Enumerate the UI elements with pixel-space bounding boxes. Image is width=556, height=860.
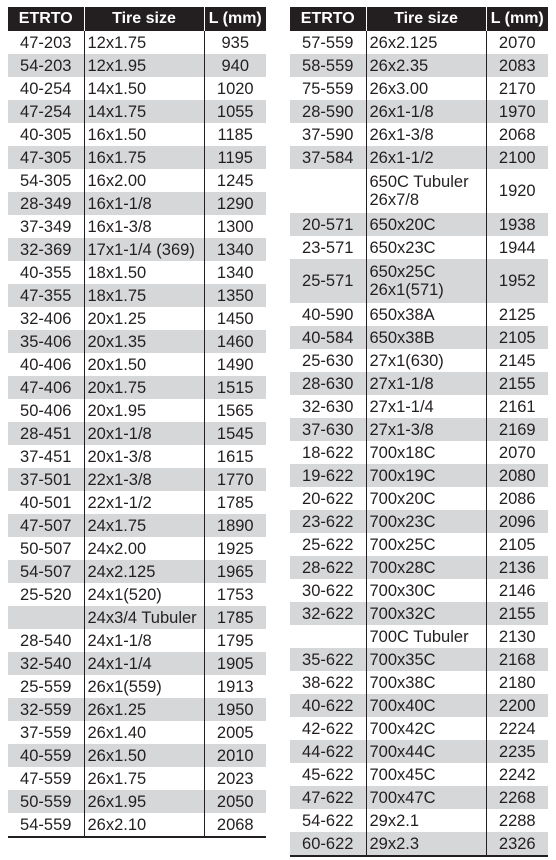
table-row — [8, 422, 266, 445]
table-row — [290, 418, 548, 441]
cell-length: 1245 — [204, 169, 266, 192]
cell-tire-size: 22x1-3/8 — [84, 468, 204, 491]
cell-length: 1925 — [204, 537, 266, 560]
table-row — [290, 533, 548, 556]
header-etrto: ETRTO — [290, 7, 366, 31]
table-body-left — [8, 31, 266, 837]
cell-length: 2096 — [486, 510, 548, 533]
table-row — [8, 813, 266, 837]
cell-tire-size: 700x23C — [366, 510, 486, 533]
cell-etrto: 32-622 — [290, 602, 366, 625]
table-row — [8, 445, 266, 468]
cell-etrto: 32-406 — [8, 307, 84, 330]
cell-length: 1965 — [204, 560, 266, 583]
table-row — [290, 556, 548, 579]
cell-length: 1950 — [204, 698, 266, 721]
cell-length: 2068 — [204, 813, 266, 837]
table-row — [8, 583, 266, 606]
cell-tire-size: 26x1(559) — [84, 675, 204, 698]
cell-etrto: 40-501 — [8, 491, 84, 514]
table-row — [290, 395, 548, 418]
cell-etrto: 28-590 — [290, 100, 366, 123]
table-row — [290, 464, 548, 487]
table-row — [8, 652, 266, 675]
cell-length: 2169 — [486, 418, 548, 441]
cell-tire-size: 16x1-1/8 — [84, 192, 204, 215]
cell-length: 1460 — [204, 330, 266, 353]
table-row — [290, 31, 548, 54]
table-row — [8, 629, 266, 652]
header-length: L (mm) — [204, 7, 266, 31]
cell-etrto: 42-622 — [290, 717, 366, 740]
tire-table-right — [290, 7, 548, 857]
tire-table-left — [8, 7, 266, 838]
cell-etrto: 32-559 — [8, 698, 84, 721]
cell-etrto: 28-630 — [290, 372, 366, 395]
cell-length: 2070 — [486, 31, 548, 54]
cell-length: 1055 — [204, 100, 266, 123]
cell-etrto: 47-305 — [8, 146, 84, 169]
table-row — [8, 261, 266, 284]
cell-tire-size: 20x1.50 — [84, 353, 204, 376]
cell-tire-size: 700x19C — [366, 464, 486, 487]
table-row — [8, 514, 266, 537]
cell-tire-size: 26x2.125 — [366, 31, 486, 54]
cell-length: 1920 — [486, 169, 548, 213]
cell-tire-size: 20x1.95 — [84, 399, 204, 422]
cell-etrto: 37-559 — [8, 721, 84, 744]
cell-tire-size: 650x20C — [366, 213, 486, 236]
table-row — [8, 491, 266, 514]
cell-tire-size: 26x2.35 — [366, 54, 486, 77]
cell-length: 2023 — [204, 767, 266, 790]
table-row — [8, 77, 266, 100]
table-row — [290, 213, 548, 236]
cell-tire-size: 24x2.125 — [84, 560, 204, 583]
table-row — [290, 694, 548, 717]
cell-tire-size: 24x1-1/8 — [84, 629, 204, 652]
cell-tire-size: 20x1-3/8 — [84, 445, 204, 468]
cell-tire-size: 700x47C — [366, 786, 486, 809]
table-row — [290, 372, 548, 395]
cell-etrto: 28-349 — [8, 192, 84, 215]
cell-length: 1490 — [204, 353, 266, 376]
cell-tire-size: 16x1.75 — [84, 146, 204, 169]
cell-tire-size: 700x44C — [366, 740, 486, 763]
cell-etrto: 54-507 — [8, 560, 84, 583]
table-row — [8, 123, 266, 146]
table-row — [8, 560, 266, 583]
cell-tire-size: 700x18C — [366, 441, 486, 464]
cell-tire-size: 650x38A — [366, 303, 486, 326]
cell-etrto: 40-305 — [8, 123, 84, 146]
cell-etrto: 28-451 — [8, 422, 84, 445]
cell-tire-size: 26x1-1/2 — [366, 146, 486, 169]
cell-tire-size: 24x1.75 — [84, 514, 204, 537]
table-row — [8, 675, 266, 698]
cell-length: 2050 — [204, 790, 266, 813]
cell-etrto: 37-630 — [290, 418, 366, 441]
cell-length: 2136 — [486, 556, 548, 579]
table-row — [8, 192, 266, 215]
cell-length: 2146 — [486, 579, 548, 602]
table-row — [290, 123, 548, 146]
cell-length: 1350 — [204, 284, 266, 307]
cell-tire-size: 26x1-1/8 — [366, 100, 486, 123]
cell-length: 1785 — [204, 491, 266, 514]
cell-length: 1450 — [204, 307, 266, 330]
cell-etrto: 47-355 — [8, 284, 84, 307]
cell-tire-size: 24x2.00 — [84, 537, 204, 560]
cell-tire-size: 20x1-1/8 — [84, 422, 204, 445]
cell-etrto: 38-622 — [290, 671, 366, 694]
cell-length: 1795 — [204, 629, 266, 652]
table-row — [8, 468, 266, 491]
table-row — [290, 259, 548, 303]
cell-etrto — [8, 606, 84, 629]
table-row — [290, 236, 548, 259]
cell-tire-size: 26x1.25 — [84, 698, 204, 721]
table-row — [8, 31, 266, 54]
cell-length: 2068 — [486, 123, 548, 146]
cell-length: 1913 — [204, 675, 266, 698]
cell-length: 2224 — [486, 717, 548, 740]
cell-length: 2326 — [486, 832, 548, 856]
cell-etrto: 54-305 — [8, 169, 84, 192]
cell-etrto: 18-622 — [290, 441, 366, 464]
cell-etrto: 37-590 — [290, 123, 366, 146]
cell-length: 1785 — [204, 606, 266, 629]
table-row — [8, 238, 266, 261]
cell-tire-size: 27x1-1/4 — [366, 395, 486, 418]
cell-tire-size: 700x38C — [366, 671, 486, 694]
cell-length: 1970 — [486, 100, 548, 123]
cell-tire-size: 18x1.50 — [84, 261, 204, 284]
cell-etrto: 23-622 — [290, 510, 366, 533]
cell-length: 1890 — [204, 514, 266, 537]
cell-etrto: 20-571 — [290, 213, 366, 236]
cell-etrto: 47-406 — [8, 376, 84, 399]
cell-etrto: 40-584 — [290, 326, 366, 349]
cell-length: 2170 — [486, 77, 548, 100]
cell-tire-size: 20x1.35 — [84, 330, 204, 353]
cell-tire-size: 27x1(630) — [366, 349, 486, 372]
cell-length: 2010 — [204, 744, 266, 767]
cell-etrto: 45-622 — [290, 763, 366, 786]
cell-tire-size: 24x3/4 Tubuler — [84, 606, 204, 629]
cell-etrto: 58-559 — [290, 54, 366, 77]
table-row — [290, 100, 548, 123]
cell-tire-size: 24x1(520) — [84, 583, 204, 606]
cell-tire-size: 29x2.1 — [366, 809, 486, 832]
header-tire-size: Tire size — [84, 7, 204, 31]
cell-etrto: 35-622 — [290, 648, 366, 671]
cell-tire-size: 24x1-1/4 — [84, 652, 204, 675]
table-row — [290, 441, 548, 464]
table-row — [290, 740, 548, 763]
cell-length: 2080 — [486, 464, 548, 487]
table-row — [290, 146, 548, 169]
cell-tire-size: 700x40C — [366, 694, 486, 717]
table-row — [290, 809, 548, 832]
cell-tire-size: 650x38B — [366, 326, 486, 349]
cell-etrto: 47-622 — [290, 786, 366, 809]
table-row — [8, 698, 266, 721]
cell-tire-size: 29x2.3 — [366, 832, 486, 856]
cell-etrto: 28-540 — [8, 629, 84, 652]
cell-length: 2070 — [486, 441, 548, 464]
cell-length: 2105 — [486, 533, 548, 556]
table-row — [8, 790, 266, 813]
cell-tire-size: 26x1.95 — [84, 790, 204, 813]
cell-etrto: 25-559 — [8, 675, 84, 698]
cell-tire-size: 26x3.00 — [366, 77, 486, 100]
cell-etrto: 75-559 — [290, 77, 366, 100]
cell-length: 2130 — [486, 625, 548, 648]
cell-tire-size: 12x1.75 — [84, 31, 204, 54]
cell-length: 1753 — [204, 583, 266, 606]
cell-length: 2168 — [486, 648, 548, 671]
table-row — [8, 100, 266, 123]
cell-length: 1565 — [204, 399, 266, 422]
cell-etrto: 37-584 — [290, 146, 366, 169]
cell-length: 2242 — [486, 763, 548, 786]
table-row — [290, 487, 548, 510]
cell-length: 2155 — [486, 602, 548, 625]
cell-tire-size: 700x42C — [366, 717, 486, 740]
cell-length: 1952 — [486, 259, 548, 303]
cell-etrto: 57-559 — [290, 31, 366, 54]
cell-length: 2145 — [486, 349, 548, 372]
cell-length: 1615 — [204, 445, 266, 468]
cell-etrto: 28-622 — [290, 556, 366, 579]
cell-tire-size: 27x1-1/8 — [366, 372, 486, 395]
table-row — [8, 399, 266, 422]
cell-etrto: 40-622 — [290, 694, 366, 717]
cell-length: 1944 — [486, 236, 548, 259]
cell-etrto: 37-451 — [8, 445, 84, 468]
cell-etrto: 19-622 — [290, 464, 366, 487]
cell-etrto: 47-559 — [8, 767, 84, 790]
cell-tire-size: 12x1.95 — [84, 54, 204, 77]
cell-etrto: 54-622 — [290, 809, 366, 832]
cell-tire-size: 26x1.50 — [84, 744, 204, 767]
cell-length: 1770 — [204, 468, 266, 491]
cell-tire-size: 16x1-3/8 — [84, 215, 204, 238]
cell-tire-size: 700x32C — [366, 602, 486, 625]
cell-tire-size: 16x2.00 — [84, 169, 204, 192]
cell-etrto: 47-254 — [8, 100, 84, 123]
cell-length: 2083 — [486, 54, 548, 77]
cell-tire-size: 700x20C — [366, 487, 486, 510]
header-etrto: ETRTO — [8, 7, 84, 31]
cell-etrto: 60-622 — [290, 832, 366, 856]
table-row — [290, 54, 548, 77]
cell-tire-size: 700x30C — [366, 579, 486, 602]
cell-etrto: 54-559 — [8, 813, 84, 837]
cell-length: 1938 — [486, 213, 548, 236]
cell-tire-size: 650x23C — [366, 236, 486, 259]
cell-etrto: 40-254 — [8, 77, 84, 100]
cell-etrto: 47-507 — [8, 514, 84, 537]
cell-length: 935 — [204, 31, 266, 54]
cell-etrto: 32-540 — [8, 652, 84, 675]
cell-etrto: 25-630 — [290, 349, 366, 372]
cell-tire-size: 26x2.10 — [84, 813, 204, 837]
cell-etrto: 32-369 — [8, 238, 84, 261]
cell-tire-size: 16x1.50 — [84, 123, 204, 146]
table-header-row — [290, 7, 548, 31]
cell-tire-size: 26x1.75 — [84, 767, 204, 790]
cell-length: 2086 — [486, 487, 548, 510]
table-row — [8, 767, 266, 790]
table-row — [290, 326, 548, 349]
cell-length: 1340 — [204, 261, 266, 284]
cell-length: 1545 — [204, 422, 266, 445]
table-row — [290, 169, 548, 213]
cell-length: 940 — [204, 54, 266, 77]
table-row — [290, 303, 548, 326]
table-header-row — [8, 7, 266, 31]
cell-etrto: 54-203 — [8, 54, 84, 77]
cell-etrto: 40-590 — [290, 303, 366, 326]
table-row — [8, 537, 266, 560]
table-row — [8, 54, 266, 77]
cell-length: 1290 — [204, 192, 266, 215]
table-row — [8, 353, 266, 376]
cell-etrto: 25-622 — [290, 533, 366, 556]
cell-tire-size: 14x1.50 — [84, 77, 204, 100]
table-row — [8, 376, 266, 399]
table-row — [8, 307, 266, 330]
cell-length: 2161 — [486, 395, 548, 418]
table-row — [290, 832, 548, 856]
cell-tire-size: 14x1.75 — [84, 100, 204, 123]
table-row — [8, 169, 266, 192]
table-row — [8, 330, 266, 353]
cell-etrto: 37-349 — [8, 215, 84, 238]
cell-tire-size: 17x1-1/4 (369) — [84, 238, 204, 261]
cell-length: 1515 — [204, 376, 266, 399]
cell-tire-size: 700x25C — [366, 533, 486, 556]
table-row — [290, 625, 548, 648]
table-row — [8, 215, 266, 238]
cell-etrto: 44-622 — [290, 740, 366, 763]
cell-length: 2100 — [486, 146, 548, 169]
table-row — [8, 721, 266, 744]
cell-tire-size: 700x35C — [366, 648, 486, 671]
table-row — [8, 146, 266, 169]
table-row — [290, 763, 548, 786]
cell-etrto: 37-501 — [8, 468, 84, 491]
cell-etrto: 23-571 — [290, 236, 366, 259]
table-row — [8, 744, 266, 767]
cell-etrto: 25-571 — [290, 259, 366, 303]
table-row — [290, 77, 548, 100]
table-row — [290, 602, 548, 625]
cell-length: 1905 — [204, 652, 266, 675]
cell-length: 2200 — [486, 694, 548, 717]
table-row — [290, 510, 548, 533]
cell-length: 2005 — [204, 721, 266, 744]
table-row — [290, 648, 548, 671]
cell-etrto: 40-559 — [8, 744, 84, 767]
cell-etrto: 40-355 — [8, 261, 84, 284]
cell-etrto: 35-406 — [8, 330, 84, 353]
cell-length: 1185 — [204, 123, 266, 146]
cell-tire-size: 27x1-3/8 — [366, 418, 486, 441]
cell-tire-size: 650x25C 26x1(571) — [366, 259, 486, 303]
table-row — [290, 579, 548, 602]
cell-tire-size: 20x1.75 — [84, 376, 204, 399]
table-row — [8, 284, 266, 307]
cell-length: 2105 — [486, 326, 548, 349]
cell-etrto: 25-520 — [8, 583, 84, 606]
table-row — [290, 671, 548, 694]
cell-etrto: 30-622 — [290, 579, 366, 602]
cell-etrto — [290, 625, 366, 648]
cell-length: 2125 — [486, 303, 548, 326]
cell-tire-size: 650C Tubuler 26x7/8 — [366, 169, 486, 213]
header-tire-size: Tire size — [366, 7, 486, 31]
cell-length: 2155 — [486, 372, 548, 395]
cell-tire-size: 22x1-1/2 — [84, 491, 204, 514]
table-row — [290, 786, 548, 809]
cell-tire-size: 26x1-3/8 — [366, 123, 486, 146]
table-row — [290, 717, 548, 740]
cell-length: 1300 — [204, 215, 266, 238]
cell-etrto: 47-203 — [8, 31, 84, 54]
cell-etrto: 50-507 — [8, 537, 84, 560]
cell-length: 2235 — [486, 740, 548, 763]
header-length: L (mm) — [486, 7, 548, 31]
table-row — [290, 349, 548, 372]
cell-etrto: 50-559 — [8, 790, 84, 813]
cell-tire-size: 700x45C — [366, 763, 486, 786]
cell-length: 1340 — [204, 238, 266, 261]
cell-etrto: 50-406 — [8, 399, 84, 422]
cell-tire-size: 700C Tubuler — [366, 625, 486, 648]
table-body-right — [290, 31, 548, 856]
cell-length: 1195 — [204, 146, 266, 169]
cell-etrto: 20-622 — [290, 487, 366, 510]
cell-tire-size: 700x28C — [366, 556, 486, 579]
cell-length: 2268 — [486, 786, 548, 809]
cell-tire-size: 18x1.75 — [84, 284, 204, 307]
cell-tire-size: 26x1.40 — [84, 721, 204, 744]
cell-etrto: 40-406 — [8, 353, 84, 376]
cell-length: 2288 — [486, 809, 548, 832]
cell-etrto: 32-630 — [290, 395, 366, 418]
cell-length: 1020 — [204, 77, 266, 100]
table-row — [8, 606, 266, 629]
cell-length: 2180 — [486, 671, 548, 694]
cell-etrto — [290, 169, 366, 213]
cell-tire-size: 20x1.25 — [84, 307, 204, 330]
